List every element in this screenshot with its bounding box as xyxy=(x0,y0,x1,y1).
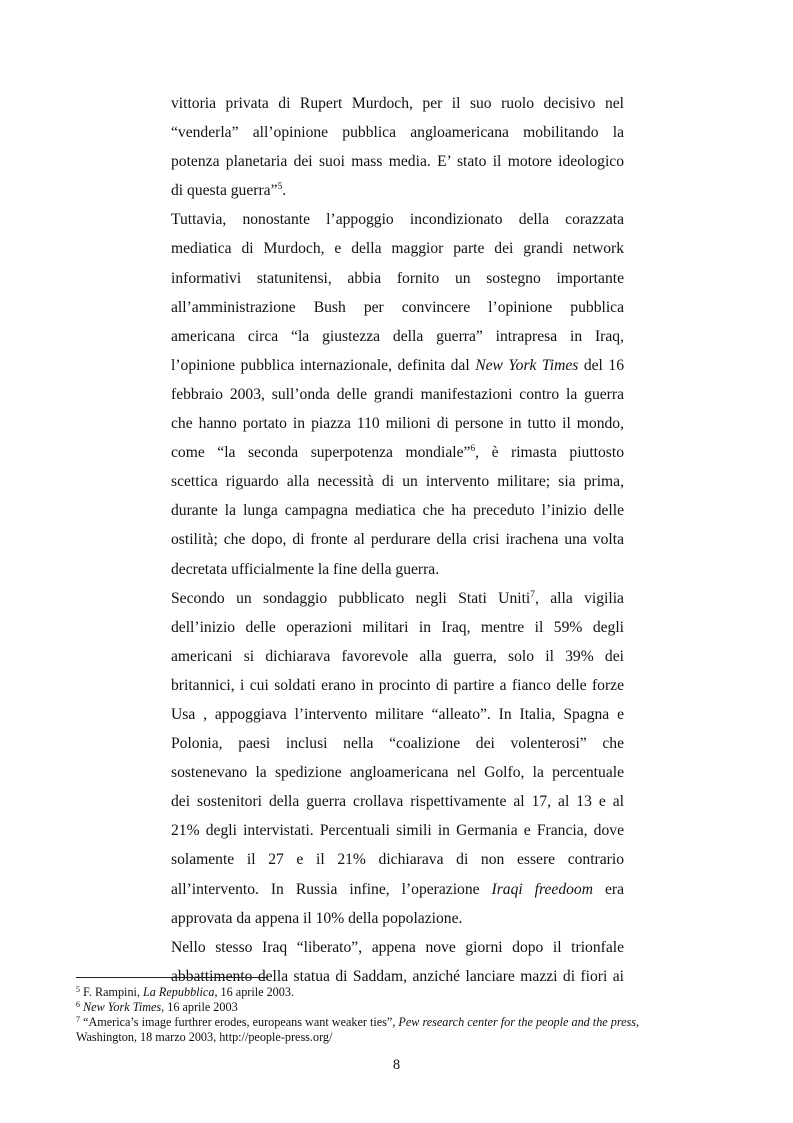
body-line: decretata ufficialmente la fine della guerra. xyxy=(171,560,440,578)
italic-text: New York Times xyxy=(475,356,579,374)
italic-text: La Repubblica xyxy=(143,985,215,999)
body-line: all’amministrazione Bush per convincere l’opinione pubblica xyxy=(171,298,624,316)
body-line: scettica riguardo alla necessità di un intervento militare; sia prima, xyxy=(171,473,624,491)
footnote-ref: 6 xyxy=(76,1000,80,1009)
body-line: durante la lunga campagna mediatica che ha preceduto l’inizio delle xyxy=(171,502,624,520)
body-line: solamente il 27 e il 21% dichiarava di non essere contrario xyxy=(171,851,624,869)
body-line: approvata da appena il 10% della popolazione. xyxy=(171,909,463,927)
body-line: potenza planetaria dei suoi mass media. E’ stato il motore ideologico xyxy=(171,153,624,171)
footnote-ref: 5 xyxy=(277,182,283,193)
body-line: di questa guerra”$^5$. xyxy=(171,182,287,200)
body-line: dell’inizio delle operazioni militari in Iraq, mentre il 59% degli xyxy=(171,618,624,636)
body-line: come “la seconda superpotenza mondiale”$^6$, è rimasta piuttosto xyxy=(171,444,624,462)
body-line: Polonia, paesi inclusi nella “coalizione dei volenterosi” che xyxy=(171,735,624,753)
body-line: Usa , appoggiava l’intervento militare “alleato”. In Italia, Spagna e xyxy=(171,705,624,723)
footnote-7-continued: Washington, 18 marzo 2003, http://people-press.org/ xyxy=(76,1030,333,1044)
body-line: abbattimento della statua di Saddam, anziché lanciare mazzi di fiori ai xyxy=(171,967,624,985)
body-line: all’intervento. In Russia infine, l’operazione Iraqi freedoom era xyxy=(171,880,625,898)
body-line: 21% degli intervistati. Percentuali simili in Germania e Francia, dove xyxy=(171,822,624,840)
footnote-ref: 7 xyxy=(530,589,535,600)
body-line: informativi statunitensi, abbia fornito un sostegno importante xyxy=(171,269,624,287)
footnote-7: $^7$ “America’s image furthrer erodes, europeans want weaker ties”, Pew research center for the people and the press, xyxy=(76,1015,640,1029)
body-line: mediatica di Murdoch, e della maggior parte dei grandi network xyxy=(171,240,624,258)
body-text xyxy=(171,89,624,991)
body-line: “venderla” all’opinione pubblica angloamericana mobilitando la xyxy=(171,124,624,142)
italic-text: Pew research center for the people and the press xyxy=(398,1015,637,1029)
body-line: americana circa “la giustezza della guerra” intrapresa in Iraq, xyxy=(171,327,624,345)
body-line: l’opinione pubblica internazionale, definita dal New York Times del 16 xyxy=(171,356,624,374)
footnote-6: $^6$ New York Times, 16 aprile 2003 xyxy=(76,1000,238,1014)
body-line: Nello stesso Iraq “liberato”, appena nove giorni dopo il trionfale xyxy=(171,938,624,956)
footnotes xyxy=(76,985,716,1045)
body-line: ostilità; che dopo, di fronte al perdurare della crisi irachena una volta xyxy=(171,531,624,549)
body-line: Tuttavia, nonostante l’appoggio incondizionato della corazzata xyxy=(171,211,624,229)
italic-text: New York Times xyxy=(83,1000,162,1014)
page-number: 8 xyxy=(392,1057,401,1073)
footnote-ref: 6 xyxy=(470,444,476,455)
footnote-separator xyxy=(76,977,268,978)
footnote-5: $^5$ F. Rampini, La Repubblica, 16 aprile 2003. xyxy=(76,985,294,999)
body-line: che hanno portato in piazza 110 milioni di persone in tutto il mondo, xyxy=(171,415,624,433)
body-line: Secondo un sondaggio pubblicato negli Stati Uniti$^7$, alla vigilia xyxy=(171,589,624,607)
footnote-ref: 7 xyxy=(76,1015,80,1024)
body-line: febbraio 2003, sull’onda delle grandi manifestazioni contro la guerra xyxy=(171,385,624,403)
italic-text: Iraqi freedoom xyxy=(491,880,593,898)
body-line: sostenevano la spedizione angloamericana nel Golfo, la percentuale xyxy=(171,764,624,782)
body-line: dei sostenitori della guerra crollava rispettivamente al 17, al 13 e al xyxy=(171,793,624,811)
body-line: vittoria privata di Rupert Murdoch, per il suo ruolo decisivo nel xyxy=(171,95,624,112)
body-line: britannici, i cui soldati erano in procinto di partire a fianco delle forze xyxy=(171,676,624,694)
body-line: americani si dichiarava favorevole alla guerra, solo il 39% dei xyxy=(171,647,624,665)
footnote-ref: 5 xyxy=(76,985,80,994)
